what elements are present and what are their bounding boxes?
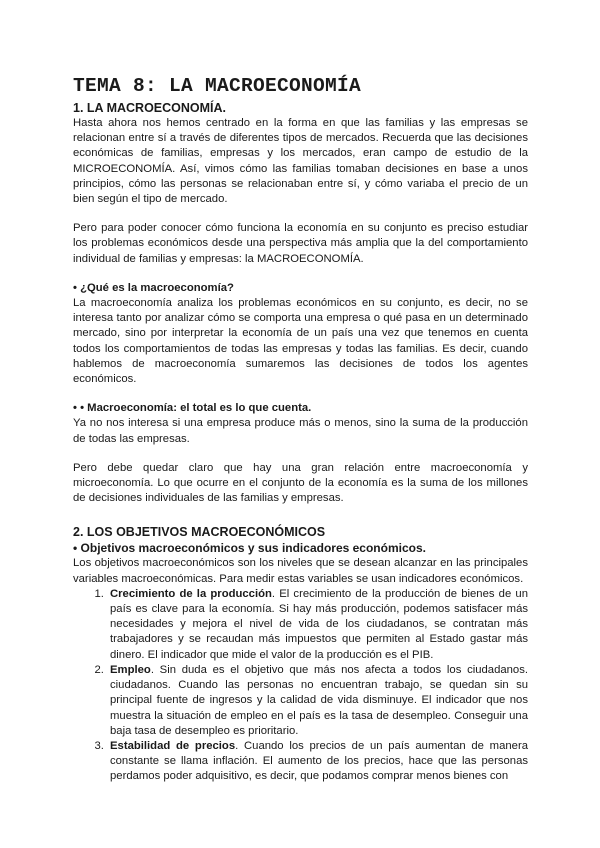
- paragraph-total: Ya no nos interesa si una empresa produce más o menos, sino la suma de la producción de todas las empresas.: [73, 417, 528, 445]
- paragraph-macro-definition: Pero para poder conocer cómo funciona la economía en su conjunto es preciso estudiar los problemas económicos desde una perspectiva más amplia que la del comportamiento individual de familias y empresas: la MACROECONOMÍA.: [73, 222, 528, 265]
- list-item: [107, 739, 528, 785]
- objectives-list: [73, 587, 528, 785]
- list-item-term: Empleo: [110, 663, 151, 676]
- list-item: [107, 587, 528, 663]
- section-2-heading: 2. LOS OBJETIVOS MACROECONÓMICOS: [73, 525, 326, 540]
- list-item: [107, 663, 528, 739]
- objectives-subheading: • Objetivos macroeconómicos y sus indicadores económicos.: [73, 541, 426, 556]
- list-item-text: . El crecimiento de la producción de bienes de un país es clave para la economía. Si hay más producción, podemos satisfacer más necesidades y mejora el nivel de vida de los ciudadanos, se contratan más trabajadores y se recaudan más impuestos que permiten al Estado gastar más dinero. El indicador que mide el valor de la producción es el PIB.: [110, 587, 528, 661]
- section-1-heading: 1. LA MACROECONOMÍA.: [73, 101, 227, 115]
- list-item-term: Estabilidad de precios: [110, 739, 236, 752]
- paragraph-intro: Hasta ahora nos hemos centrado en la forma en que las familias y las empresas se relacionan entre sí a través de diferentes tipos de mercados. Recuerda que las decisiones económicas de familias, empresas y los mercados, eran campo de estudio de la MICROECONOMÍA. Así, vimos cómo las familias tomaban decisiones en base a unos principios, cómo las personas se relacionaban entre sí, y cómo variaba el precio de un bien según el tipo de mercado.: [73, 117, 528, 206]
- total-heading: • • Macroeconomía: el total es lo que cuenta.: [73, 402, 312, 415]
- list-item-text: . Sin duda es el objetivo que más nos afecta a todos los ciudadanos. ciudadanos. Cuando las personas no encuentran trabajo, se quedan sin su principal fuente de ingresos y la calidad de vida disminuye. El indicador que nos muestra la situación de empleo en el país es la tasa de desempleo. Conseguir una baja tasa de desempleo es prioritario.: [110, 663, 528, 737]
- paragraph-objectives-intro: Los objetivos macroeconómicos son los niveles que se desean alcanzar en las principales variables macroeconómicas. Para medir estas variables se usan indicadores económicos.: [73, 557, 528, 585]
- list-item-text: . Cuando los precios de un país aumentan de manera constante se llama inflación. El aumento de los precios, hace que las personas perdamos poder adquisitivo, es decir, que podamos comprar menos bienes con: [110, 739, 528, 783]
- paragraph-relation: Pero debe quedar claro que hay una gran relación entre macroeconomía y microeconomía. Lo que ocurre en el conjunto de la economía es la suma de los millones de decisiones individuales de las familias y empresas.: [73, 461, 528, 505]
- paragraph-what-is-macro: La macroeconomía analiza los problemas económicos en su conjunto, es decir, no se interesa tanto por analizar cómo se comporta una empresa o qué pasa en un determinado mercado, sino por interpretar la economía de un país una vez que tenemos en cuenta todos los comportamientos de todas las empresas y todas las familias. Es decir, cuando hablemos de macroeconomía sumaremos las decisiones de todos los agentes económicos.: [73, 297, 528, 386]
- question-heading: • ¿Qué es la macroeconomía?: [73, 281, 234, 294]
- page-title: TEMA 8: LA MACROECONOMÍA: [73, 75, 362, 97]
- list-item-term: Crecimiento de la producción: [110, 587, 272, 600]
- document-page: [73, 74, 528, 785]
